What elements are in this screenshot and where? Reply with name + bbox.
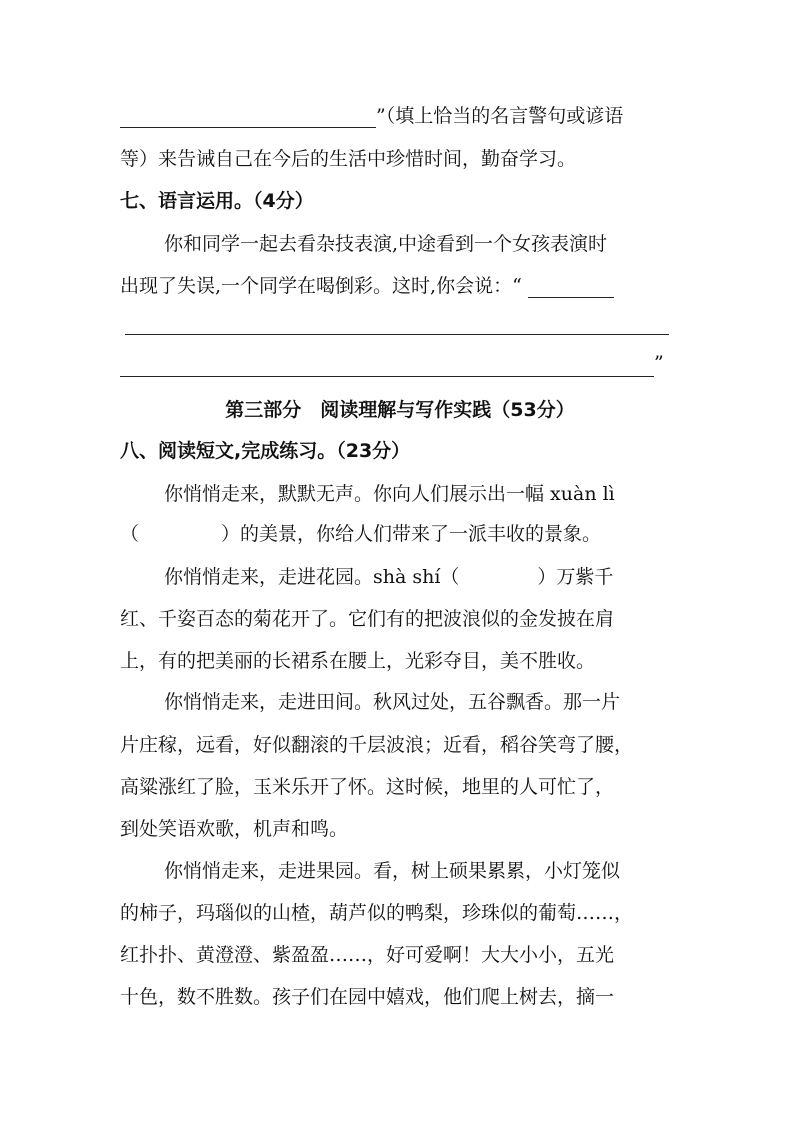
passage-line: 上，有的把美丽的长裙系在腰上，光彩夺目，美不胜收。: [120, 650, 596, 672]
answer-line[interactable]: [125, 334, 669, 335]
q8-heading: 八、阅读短文,完成练习。（23分）: [120, 440, 411, 462]
answer-blank[interactable]: [120, 107, 376, 128]
passage-text: ）的美景，你给人们带来了一派丰收的景象。: [221, 523, 602, 545]
q6-line1-text: ”（填上恰当的名言警句或谚语: [376, 105, 624, 127]
q7-paragraph-line2: [120, 274, 676, 298]
passage-line: 片庄稼，远看，好似翻滚的千层波浪；近看，稻谷笑弯了腰，: [120, 734, 634, 756]
q7-paragraph-line1: 你和同学一起去看杂技表演,中途看到一个女孩表演时: [164, 233, 608, 255]
passage-line: 你悄悄走来，默默无声。你向人们展示出一幅 xuàn lì: [164, 483, 615, 505]
part3-title: 第三部分 阅读理解与写作实践（53分）: [225, 399, 575, 421]
passage-line: 红扑扑、黄澄澄、紫盈盈……，好可爱啊！大大小小，五光: [120, 944, 615, 966]
passage-line: 高粱涨红了脸，玉米乐开了怀。这时候，地里的人可忙了，: [120, 776, 615, 798]
open-paren: （: [120, 523, 140, 545]
passage-line: 红、千姿百态的菊花开了。它们有的把波浪似的金发披在肩: [120, 608, 615, 630]
q7-close-quote: ”: [654, 352, 664, 374]
q6-answer-line: [120, 104, 676, 128]
passage-line: [164, 565, 676, 589]
passage-line: 你悄悄走来，走进果园。看，树上硕果累累，小灯笼似: [164, 860, 621, 882]
passage-line: 你悄悄走来，走进田间。秋风过处，五谷飘香。那一片: [164, 691, 621, 713]
q7-heading: 七、语言运用。（4分）: [120, 190, 314, 212]
passage-text: ）万紫千: [537, 566, 614, 588]
q7-p2-text: 出现了失误,一个同学在喝倒彩。这时,你会说：“: [120, 275, 522, 297]
passage-line: 的柿子，玛瑙似的山楂，葫芦似的鸭梨，珍珠似的葡萄……，: [120, 902, 634, 924]
passage-text: 你悄悄走来，走进花园。shà shí（: [164, 566, 460, 588]
passage-line: 到处笑语欢歌，机声和鸣。: [120, 818, 349, 840]
q6-line2: 等）来告诫自己在今后的生活中珍惜时间，勤奋学习。: [120, 148, 577, 170]
passage-line: [120, 522, 676, 546]
answer-blank[interactable]: [528, 277, 614, 298]
answer-line[interactable]: [120, 376, 654, 377]
passage-line: 十色，数不胜数。孩子们在园中嬉戏，他们爬上树去，摘一: [120, 986, 615, 1008]
